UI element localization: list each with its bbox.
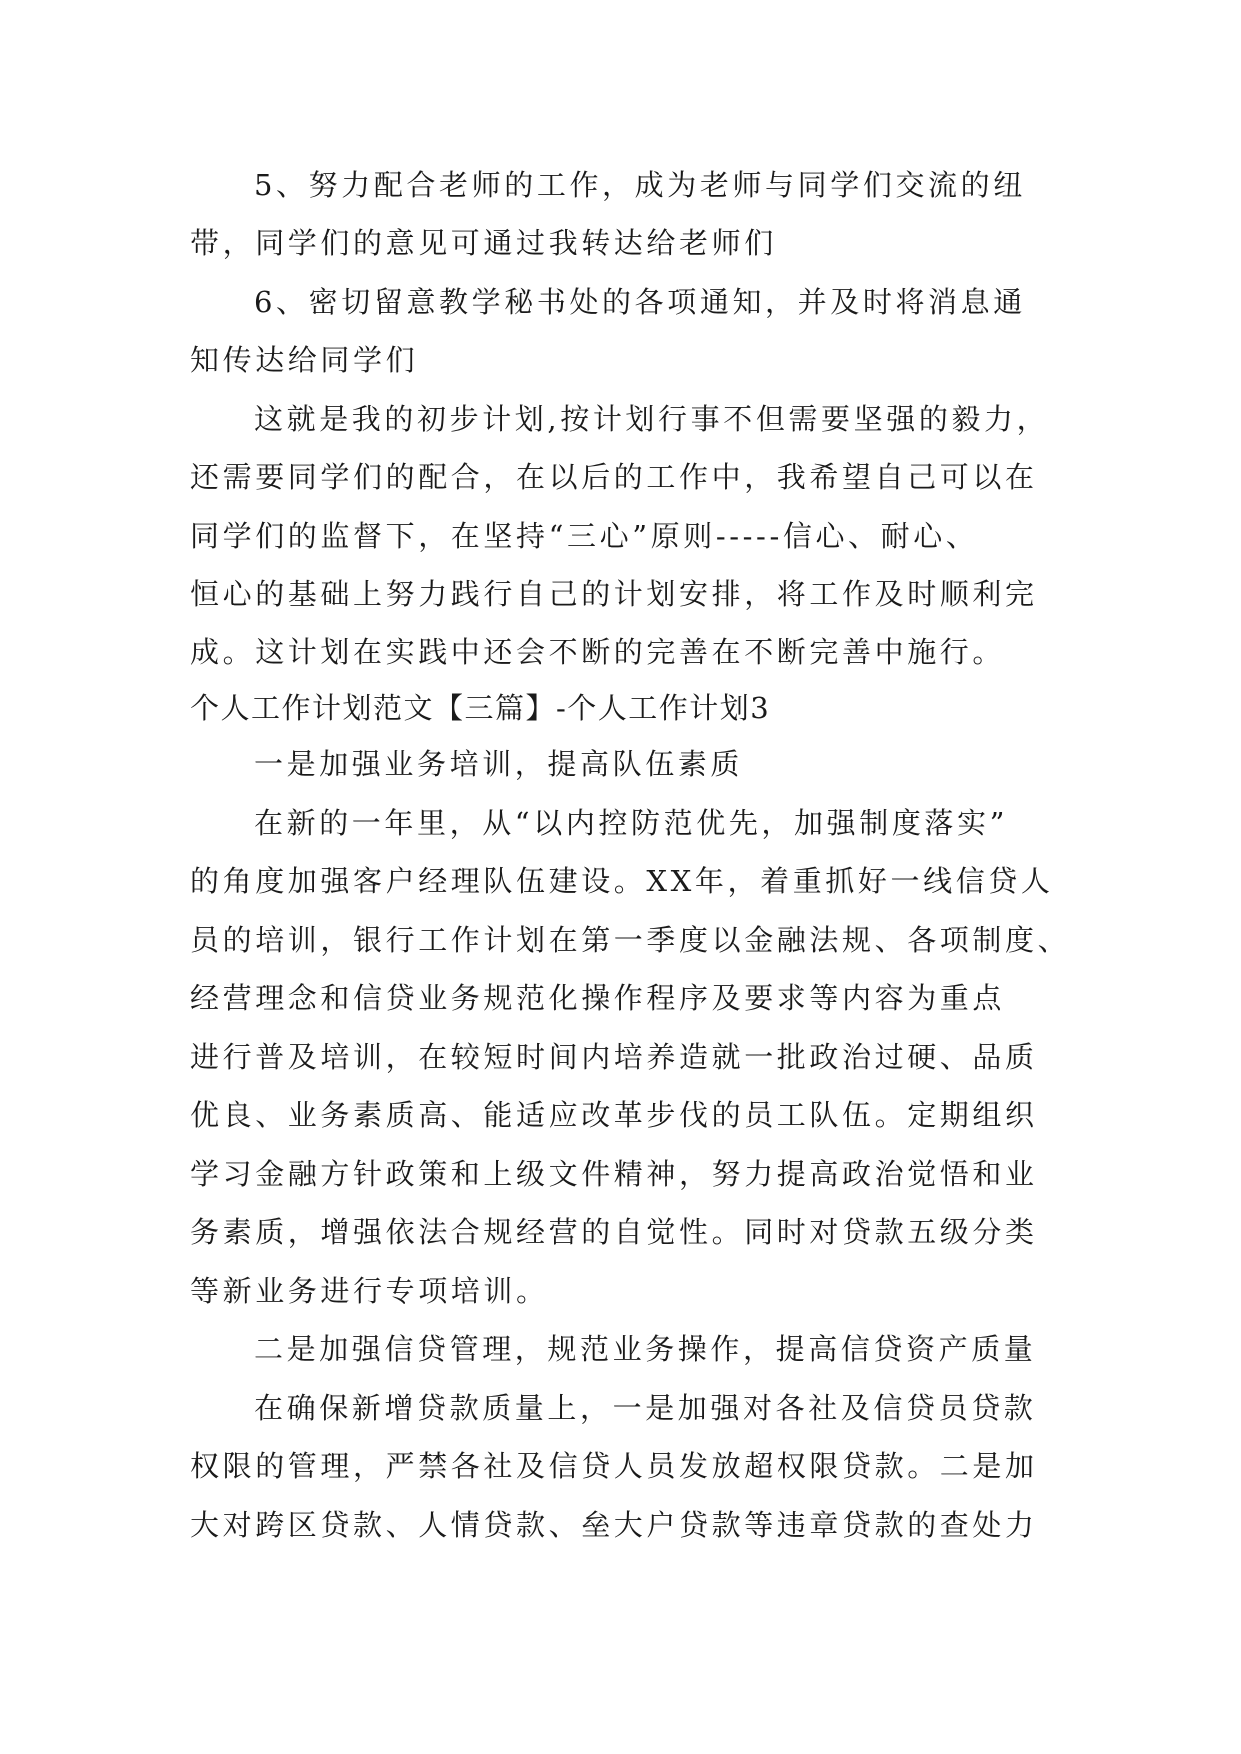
text-line: 带，同学们的意见可通过我转达给老师们 <box>190 226 777 260</box>
text-line: 这就是我的初步计划,按计划行事不但需要坚强的毅力， <box>254 402 1050 436</box>
text-line: 权限的管理，严禁各社及信贷人员发放超权限贷款。二是加 <box>190 1449 1038 1483</box>
text-line: 大对跨区贷款、人情贷款、垒大户贷款等违章贷款的查处力 <box>190 1508 1038 1542</box>
text-line: 二是加强信贷管理，规范业务操作，提高信贷资产质量 <box>254 1332 1037 1366</box>
text-line: 在确保新增贷款质量上，一是加强对各社及信贷员贷款 <box>254 1391 1037 1425</box>
text-line: 等新业务进行专项培训。 <box>190 1274 549 1308</box>
text-line: 成。这计划在实践中还会不断的完善在不断完善中施行。 <box>190 635 1006 669</box>
text-line: 学习金融方针政策和上级文件精神，努力提高政治觉悟和业 <box>190 1157 1038 1191</box>
text-line: 在新的一年里，从“以内控防范优先，加强制度落实” <box>254 806 1009 840</box>
text-line: 务素质，增强依法合规经营的自觉性。同时对贷款五级分类 <box>190 1215 1038 1249</box>
text-line: 知传达给同学们 <box>190 343 419 377</box>
text-line: 5、努力配合老师的工作，成为老师与同学们交流的纽 <box>254 168 1026 202</box>
text-line: 一是加强业务培训，提高队伍素质 <box>254 747 744 781</box>
text-line: 员的培训，银行工作计划在第一季度以金融法规、各项制度、 <box>190 923 1071 957</box>
text-line: 还需要同学们的配合，在以后的工作中，我希望自己可以在 <box>190 460 1038 494</box>
text-line: 恒心的基础上努力践行自己的计划安排，将工作及时顺利完 <box>190 577 1038 611</box>
text-line: 优良、业务素质高、能适应改革步伐的员工队伍。定期组织 <box>190 1098 1038 1132</box>
text-line: 经营理念和信贷业务规范化操作程序及要求等内容为重点 <box>190 981 1006 1015</box>
section-heading: 个人工作计划范文【三篇】-个人工作计划3 <box>190 691 771 725</box>
text-line: 的角度加强客户经理队伍建设。XX年，着重抓好一线信贷人 <box>190 864 1054 898</box>
text-line: 6、密切留意教学秘书处的各项通知，并及时将消息通 <box>254 285 1026 319</box>
text-line: 进行普及培训，在较短时间内培养造就一批政治过硬、品质 <box>190 1040 1038 1074</box>
text-line: 同学们的监督下，在坚持“三心”原则-----信心、耐心、 <box>190 519 979 553</box>
